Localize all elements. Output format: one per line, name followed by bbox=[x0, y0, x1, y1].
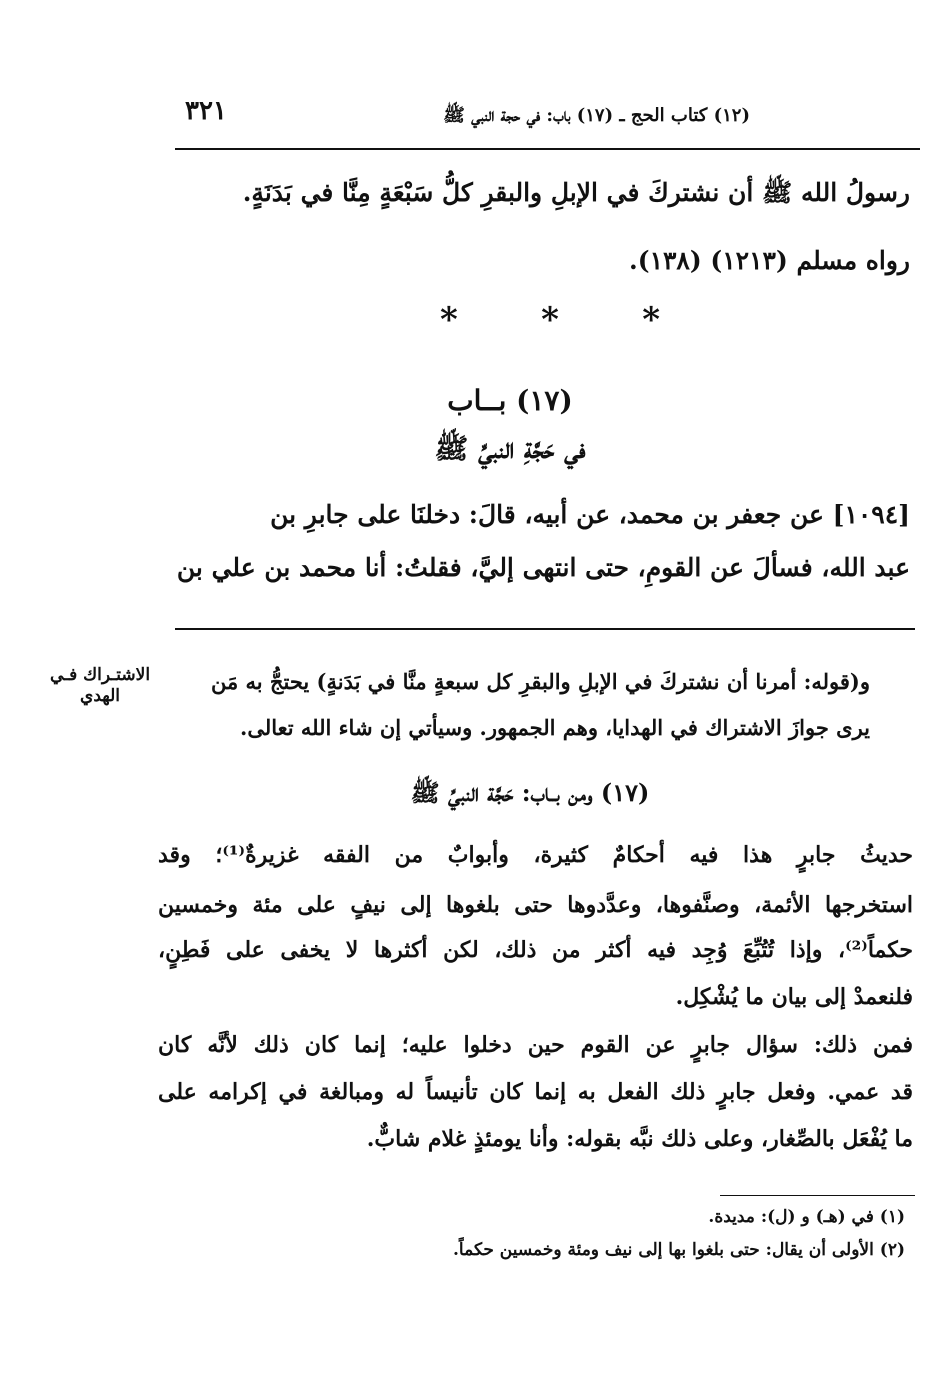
paragraph-line: استخرجها الأئمة، وصنَّفوها، وعدَّدوها حتى بلغوها إلى نيفٍ على مئة وخمسين bbox=[158, 892, 913, 918]
paragraph-line: حكماً⁽²⁾، وإذا تُتُبِّعَ وُجِد فيه أكثر من ذلك، لكن أكثرها لا يخفى على فَطِنٍ، bbox=[158, 937, 913, 963]
separator-star: * bbox=[642, 300, 660, 340]
hadith-reference: رواه مسلم (١٢١٣) (١٣٨). bbox=[629, 246, 910, 275]
paragraph-line: فمن ذلك: سؤال جابرٍ عن القوم حين دخلوا عليه؛ إنما كان ذلك لأنَّه كان bbox=[158, 1032, 913, 1058]
commentary-line: يرى جوازَ الاشتراك في الهدايا، وهم الجمهور. وسيأتي إن شاء الله تعالى. bbox=[240, 715, 870, 740]
text-commentary-divider bbox=[175, 628, 915, 630]
margin-note: الاشتـراك فـي الهدي bbox=[49, 665, 151, 707]
footnote: (٢) الأولى أن يقال: حتى بلغوا بها إلى نيف ومئة وخمسين حكماً. bbox=[453, 1240, 905, 1260]
section-separator bbox=[440, 300, 660, 340]
hadith-line: عبد الله، فسألَ عن القومِ، حتى انتهى إليَّ، فقلتُ: أنا محمد بن علي بن bbox=[176, 553, 910, 582]
commentary-line: و(قوله: أمرنا أن نشتركَ في الإبلِ والبقرِ كل سبعةٍ منَّا في بَدَنةٍ) يحتجُّ به مَن bbox=[210, 669, 870, 694]
paragraph-line: قد عمي. وفعل جابرٍ ذلك الفعل به إنما كان تأنيساً له ومبالغة في إكرامه على bbox=[158, 1079, 913, 1105]
footnote: (١) في (هـ) و (ل): مديدة. bbox=[708, 1207, 905, 1227]
paragraph-line: حديثُ جابرٍ هذا فيه أحكامٌ كثيرة، وأبوابٌ من الفقه غزيرةٌ⁽¹⁾؛ وقد bbox=[158, 842, 913, 868]
separator-star: * bbox=[440, 300, 458, 340]
footnote-separator bbox=[720, 1195, 915, 1196]
header-rule bbox=[175, 148, 920, 150]
separator-star: * bbox=[541, 300, 559, 340]
page-number: ٣٢١ bbox=[185, 96, 227, 126]
paragraph-line: ما يُفْعَل بالصِّغار، وعلى ذلك نبَّه بقوله: وأنا يومئذٍ غلام شابٌّ. bbox=[366, 1126, 913, 1152]
section-title: (١٧) ومن بــاب: حَجَّة النبيِّ ﷺ bbox=[410, 778, 650, 807]
chapter-title: في حَجَّةِ النبيِّ ﷺ bbox=[434, 432, 586, 465]
running-title: (١٢) كتاب الحج ـ (١٧) باب: في حجة النبي ﷺ bbox=[443, 105, 750, 126]
hadith-tail-line: رسولُ الله ﷺ أن نشتركَ في الإبلِ والبقرِ كلُّ سَبْعَةٍ مِنَّا في بَدَنَةٍ. bbox=[242, 178, 910, 207]
chapter-number: (١٧) بــاب bbox=[447, 384, 573, 417]
paragraph-line: فلنعمدْ إلى بيان ما يُشْكِل. bbox=[675, 984, 913, 1010]
hadith-line: [١٠٩٤] عن جعفر بن محمد، عن أبيه، قالَ: دخلنَا على جابرِ بن bbox=[270, 500, 910, 529]
